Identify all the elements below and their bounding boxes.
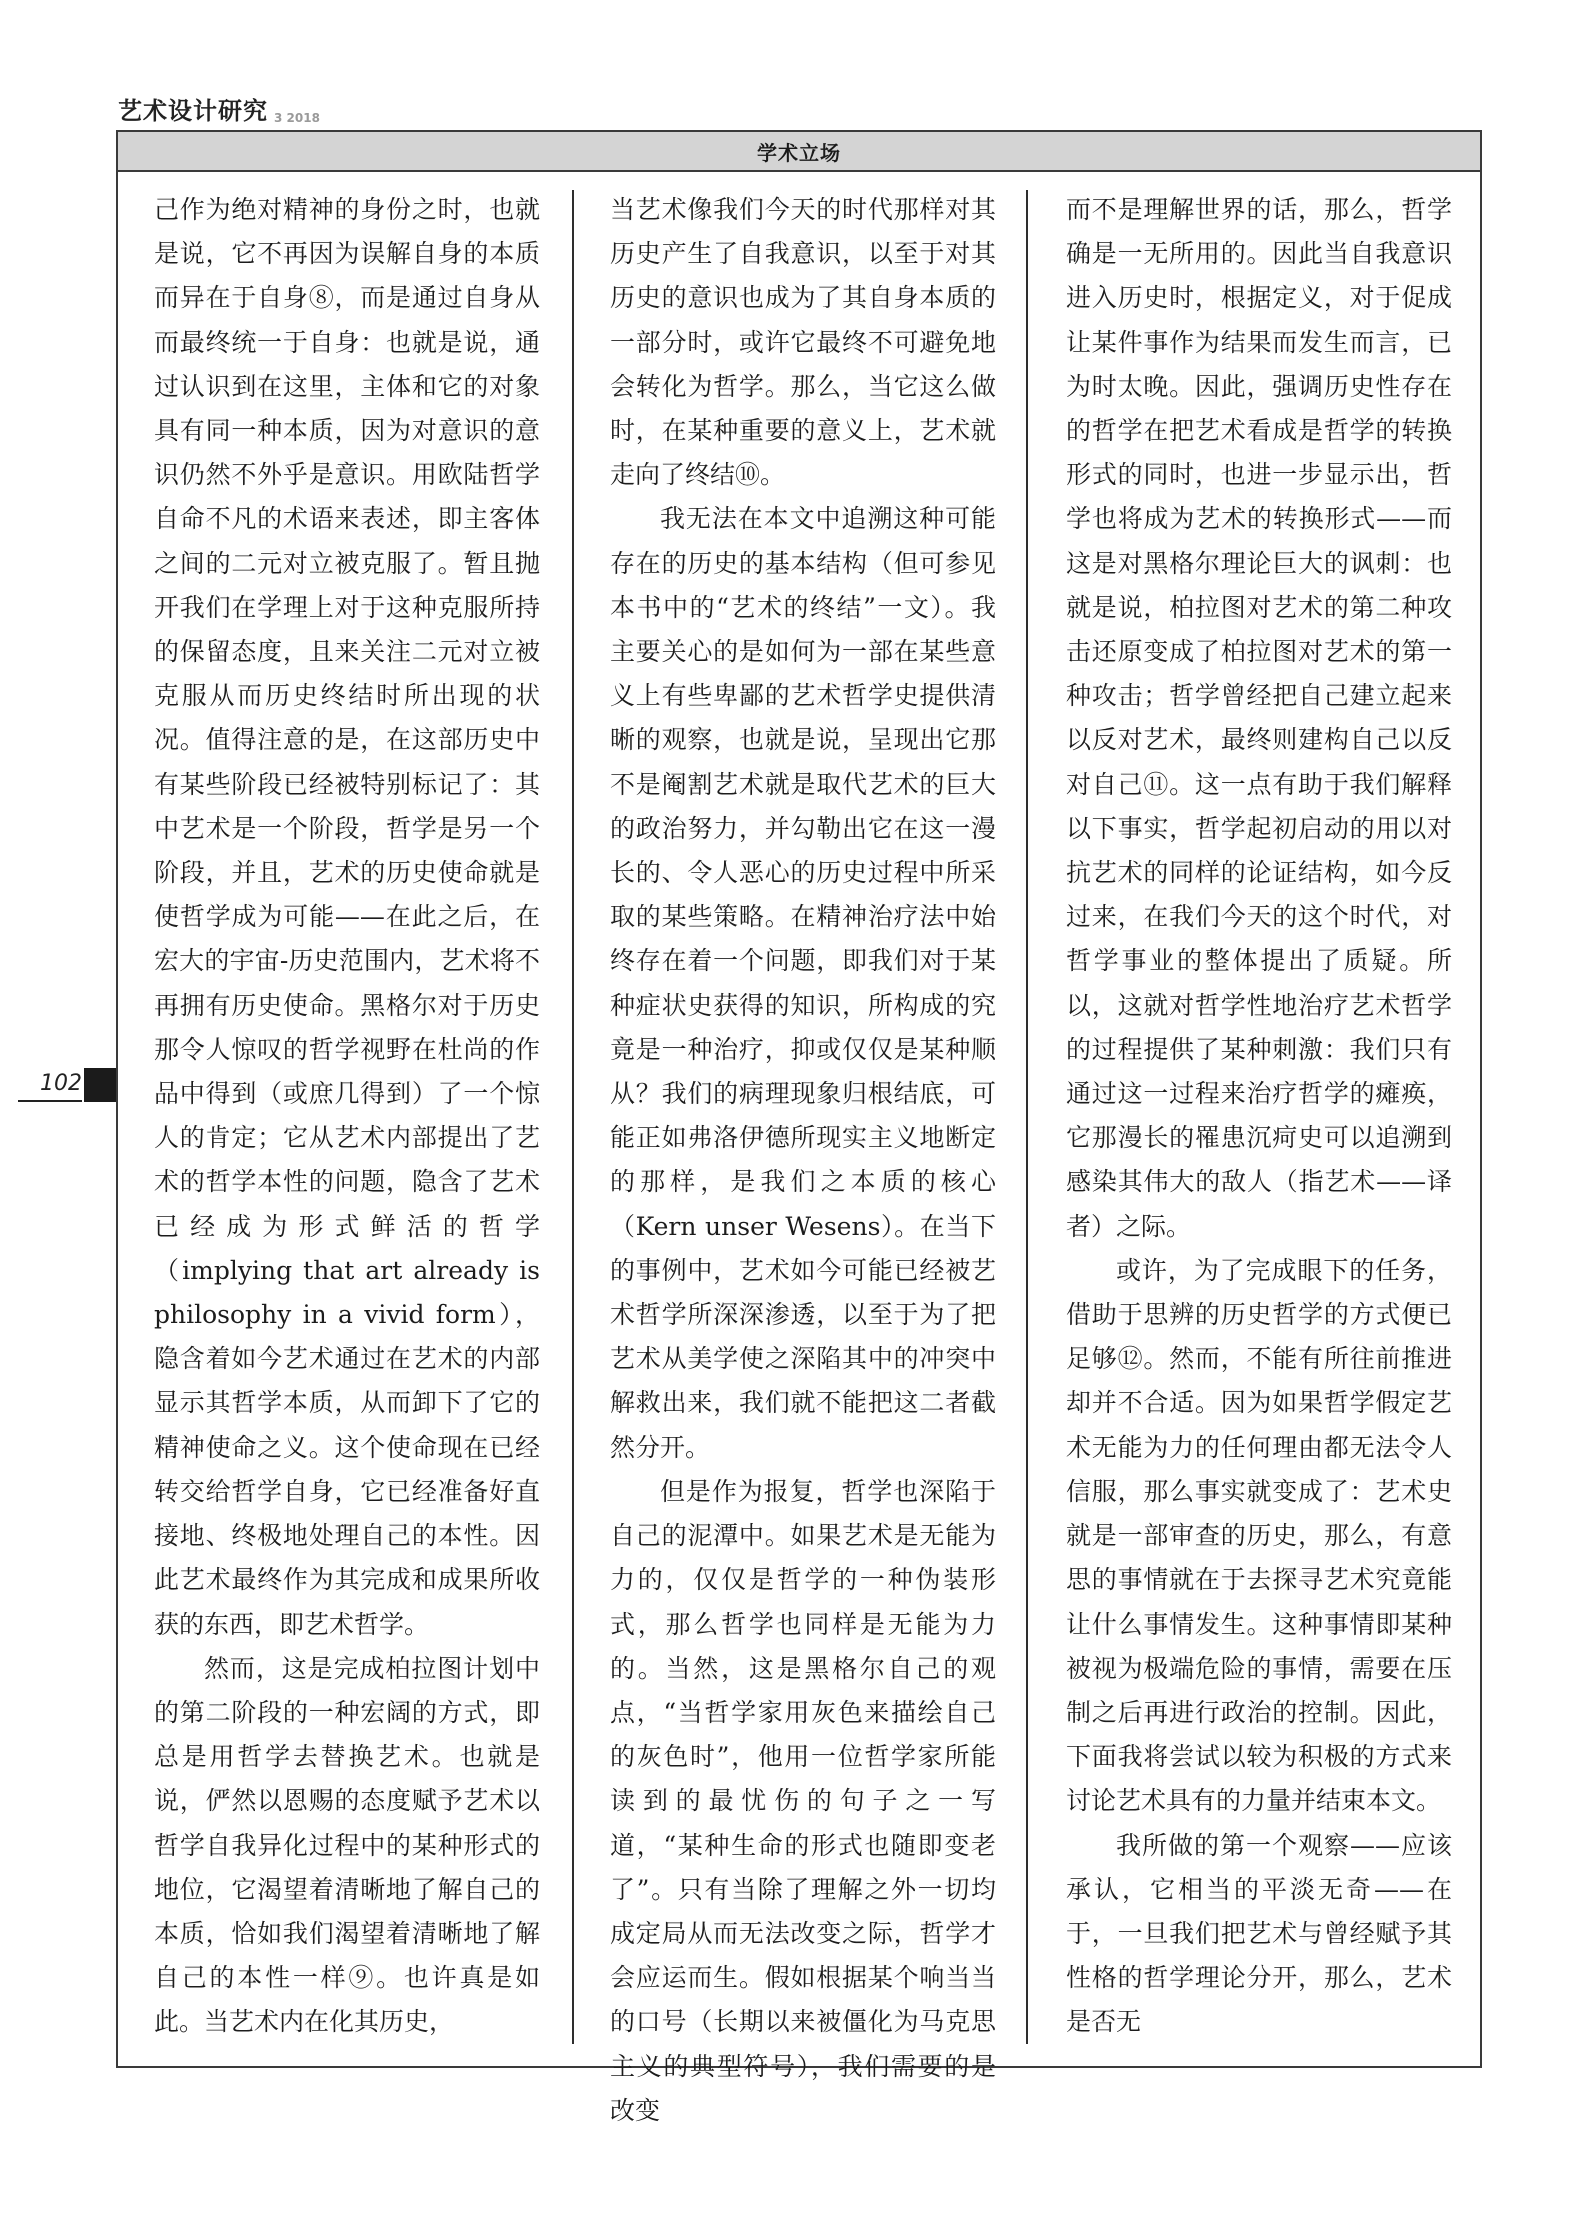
issue-mark: 3 2018 [274,111,320,125]
article-frame [116,130,1482,2125]
paragraph: 而不是理解世界的话，那么，哲学确是一无所用的。因此当自我意识进入历史时，根据定义，对于促成让某件事作为结果而发生而言，已为时太晚。因此，强调历史性存在的哲学在把艺术看成是哲学的转换形式的同时，也进一步显示出，哲学也将成为艺术的转换形式——而这是对黑格尔理论巨大的讽刺：也就是说，柏拉图对艺术的第二种攻击还原变成了柏拉图对艺术的第一种攻击；哲学曾经把自己建立起来以反对艺术，最终则建构自己以反对自己⑪。这一点有助于我们解释以下事实，哲学起初启动的用以对抗艺术的同样的论证结构，如今反过来，在我们今天的这个时代，对哲学事业的整体提出了质疑。所以，这就对哲学性地治疗艺术哲学的过程提供了某种刺激：我们只有通过这一过程来治疗哲学的瘫痪，它那漫长的罹患沉疴史可以追溯到感染其伟大的敌人（指艺术——译者）之际。 [1066,195,1452,1241]
text-column-2 [610,188,996,2133]
text-column-1 [154,188,540,2045]
column-divider [1026,190,1028,2044]
paragraph: 但是作为报复，哲学也深陷于自己的泥潭中。如果艺术是无能为力的，仅仅是哲学的一种伪装形式，那么哲学也同样是无能为力的。当然，这是黑格尔自己的观点，“当哲学家用灰色来描绘自己的灰色时”，他用一位哲学家所能读到的最忧伤的句子之一写道，“某种生命的形式也随即变老了”。只有当除了理解之外一切均成定局从而无法改变之际，哲学才会应运而生。假如根据某个响当当的口号（长期以来被僵化为马克思主义的典型符号），我们需要的是改变 [610,1476,996,2125]
paragraph: 或许，为了完成眼下的任务，借助于思辨的历史哲学的方式便已足够⑫。然而，不能有所往前推进却并不合适。因为如果哲学假定艺术无能为力的任何理由都无法令人信服，那么事实就变成了：艺术史就是一部审查的历史，那么，有意思的事情就在于去探寻艺术究竟能让什么事情发生。这种事情即某种被视为极端危险的事情，需要在压制之后再进行政治的控制。因此，下面我将尝试以较为积极的方式来讨论艺术具有的力量并结束本文。 [1066,1255,1452,1816]
journal-header [118,92,320,126]
paragraph: 己作为绝对精神的身份之时，也就是说，它不再因为误解自身的本质而异在于自身⑧，而是通过自身从而最终统一于自身：也就是说，通过认识到在这里，主体和它的对象具有同一种本质，因为对意识的意识仍然不外乎是意识。用欧陆哲学自命不凡的术语来表述，即主客体之间的二元对立被克服了。暂且抛开我们在学理上对于这种克服所持的保留态度，且来关注二元对立被克服从而历史终结时所出现的状况。值得注意的是，在这部历史中有某些阶段已经被特别标记了：其中艺术是一个阶段，哲学是另一个阶段，并且，艺术的历史使命就是使哲学成为可能——在此之后，在宏大的宇宙-历史范围内，艺术将不再拥有历史使命。黑格尔对于历史那令人惊叹的哲学视野在杜尚的作品中得到（或庶几得到）了一个惊人的肯定；它从艺术内部提出了艺术的哲学本性的问题，隐含了艺术已经成为形式鲜活的哲学（implying that art already is philosophy in a vivid form），隐含着如今艺术通过在艺术的内部显示其哲学本质，从而卸下了它的精神使命之义。这个使命现在已经转交给哲学自身，它已经准备好直接地、终极地处理自己的本性。因此艺术最终作为其完成和成果所收获的东西，即艺术哲学。 [154,195,540,1639]
page-number: 102 [18,1068,82,1102]
page-number-block [18,1068,114,1102]
section-bar [118,132,1480,172]
section-label: 学术立场 [757,140,841,165]
paragraph: 当艺术像我们今天的时代那样对其历史产生了自我意识，以至于对其历史的意识也成为了其自身本质的一部分时，或许它最终不可避免地会转化为哲学。那么，当它这么做时，在某种重要的意义上，艺术就走向了终结⑩。 [610,195,996,490]
paragraph: 我所做的第一个观察——应该承认，它相当的平淡无奇——在于，一旦我们把艺术与曾经赋予其性格的哲学理论分开，那么，艺术是否无 [1066,1830,1452,2037]
column-divider [572,190,574,2044]
journal-title: 艺术设计研究 [118,97,268,125]
page-tab-marker [84,1068,116,1102]
paragraph: 我无法在本文中追溯这种可能存在的历史的基本结构（但可参见本书中的“艺术的终结”一文）。我主要关心的是如何为一部在某些意义上有些卑鄙的艺术哲学史提供清晰的观察，也就是说，呈现出它那不是阉割艺术就是取代艺术的巨大的政治努力，并勾勒出它在这一漫长的、令人恶心的历史过程中所采取的某些策略。在精神治疗法中始终存在着一个问题，即我们对于某种症状史获得的知识，所构成的究竟是一种治疗，抑或仅仅是某种顺从？我们的病理现象归根结底，可能正如弗洛伊德所现实主义地断定的那样，是我们之本质的核心（Kern unser Wesens）。在当下的事例中，艺术如今可能已经被艺术哲学所深深渗透，以至于为了把艺术从美学使之深陷其中的冲突中解救出来，我们就不能把这二者截然分开。 [610,504,996,1462]
text-column-3 [1066,188,1452,2045]
paragraph: 然而，这是完成柏拉图计划中的第二阶段的一种宏阔的方式，即总是用哲学去替换艺术。也就是说，俨然以恩赐的态度赋予艺术以哲学自我异化过程中的某种形式的地位，它渴望着清晰地了解自己的本质，恰如我们渴望着清晰地了解自己的本性一样⑨。也许真是如此。当艺术内在化其历史， [154,1653,540,2037]
